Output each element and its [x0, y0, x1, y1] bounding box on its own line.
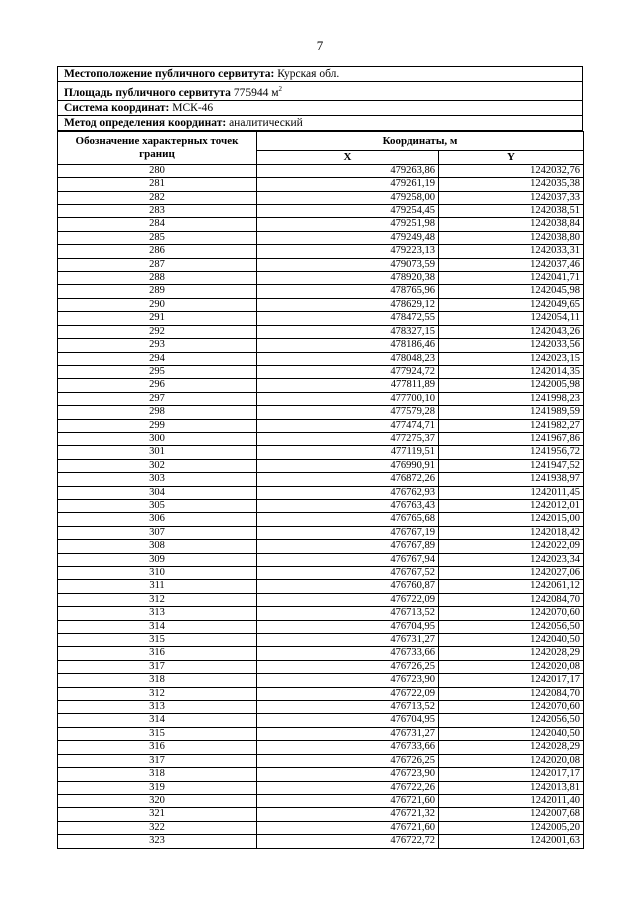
y-coordinate-cell: 1242056,50: [439, 714, 584, 727]
table-row: [58, 406, 584, 419]
y-coordinate-cell: 1242041,71: [439, 272, 584, 285]
x-coordinate-cell: 476704,95: [257, 714, 439, 727]
table-row: [58, 620, 584, 633]
x-coordinate-cell: 476723,90: [257, 674, 439, 687]
y-coordinate-cell: 1242017,17: [439, 768, 584, 781]
table-row: [58, 365, 584, 378]
y-coordinate-cell: 1242056,50: [439, 620, 584, 633]
table-row: [58, 674, 584, 687]
point-number-cell: 291: [58, 312, 257, 325]
table-row: [58, 339, 584, 352]
y-coordinate-cell: 1242049,65: [439, 298, 584, 311]
x-coordinate-cell: 476731,27: [257, 634, 439, 647]
x-coordinate-cell: 476990,91: [257, 459, 439, 472]
y-coordinate-cell: 1242023,34: [439, 553, 584, 566]
table-row: [58, 191, 584, 204]
point-number-cell: 292: [58, 325, 257, 338]
table-row: [58, 714, 584, 727]
table-row: [58, 325, 584, 338]
point-number-cell: 284: [58, 218, 257, 231]
x-coordinate-cell: 476723,90: [257, 768, 439, 781]
table-row: [58, 218, 584, 231]
table-row: [58, 312, 584, 325]
y-coordinate-cell: 1241947,52: [439, 459, 584, 472]
location-row: [58, 67, 583, 82]
coordinates-table: [57, 131, 584, 849]
table-row: [58, 781, 584, 794]
x-coordinate-cell: 476704,95: [257, 620, 439, 633]
method-value: аналитический: [229, 116, 303, 129]
table-row: [58, 432, 584, 445]
x-coordinate-cell: 476726,25: [257, 660, 439, 673]
servitude-document: [57, 66, 583, 849]
y-coordinate-cell: 1242033,56: [439, 339, 584, 352]
point-number-cell: 307: [58, 526, 257, 539]
x-coordinate-cell: 479263,86: [257, 164, 439, 177]
x-coordinate-cell: 476767,94: [257, 553, 439, 566]
area-label: Площадь публичного сервитута: [64, 86, 231, 99]
x-coordinate-cell: 476731,27: [257, 727, 439, 740]
point-number-cell: 299: [58, 419, 257, 432]
table-row: [58, 634, 584, 647]
x-coordinate-cell: 476726,25: [257, 754, 439, 767]
y-coordinate-cell: 1242014,35: [439, 365, 584, 378]
table-row: [58, 205, 584, 218]
table-row: [58, 794, 584, 807]
x-coordinate-cell: 476722,72: [257, 835, 439, 848]
x-coordinate-cell: 479254,45: [257, 205, 439, 218]
x-coordinate-cell: 477811,89: [257, 379, 439, 392]
y-coordinate-cell: 1242027,06: [439, 567, 584, 580]
point-number-cell: 317: [58, 660, 257, 673]
y-coordinate-cell: 1242018,42: [439, 526, 584, 539]
table-row: [58, 647, 584, 660]
y-coordinate-cell: 1242028,29: [439, 647, 584, 660]
y-coordinate-cell: 1242020,08: [439, 660, 584, 673]
y-coordinate-cell: 1242017,17: [439, 674, 584, 687]
point-number-cell: 318: [58, 768, 257, 781]
table-row: [58, 593, 584, 606]
y-coordinate-cell: 1242028,29: [439, 741, 584, 754]
x-coordinate-cell: 479223,13: [257, 245, 439, 258]
x-coordinate-cell: 476721,60: [257, 794, 439, 807]
table-row: [58, 285, 584, 298]
table-row: [58, 768, 584, 781]
point-number-cell: 301: [58, 446, 257, 459]
y-coordinate-cell: 1241989,59: [439, 406, 584, 419]
y-coordinate-cell: 1241967,86: [439, 432, 584, 445]
area-cell: [58, 82, 583, 101]
x-coordinate-cell: 476767,19: [257, 526, 439, 539]
point-number-cell: 300: [58, 432, 257, 445]
x-coordinate-cell: 476722,09: [257, 687, 439, 700]
method-label: Метод определения координат:: [64, 116, 227, 129]
point-number-cell: 302: [58, 459, 257, 472]
y-coordinate-cell: 1242040,50: [439, 634, 584, 647]
table-row: [58, 164, 584, 177]
y-coordinate-cell: 1242045,98: [439, 285, 584, 298]
table-row: [58, 540, 584, 553]
point-number-cell: 314: [58, 620, 257, 633]
y-coordinate-cell: 1242043,26: [439, 325, 584, 338]
area-value: 775944: [233, 86, 269, 99]
table-row: [58, 352, 584, 365]
y-coordinate-cell: 1242070,60: [439, 701, 584, 714]
point-number-cell: 322: [58, 821, 257, 834]
x-coordinate-cell: 478765,96: [257, 285, 439, 298]
point-number-cell: 319: [58, 781, 257, 794]
y-coordinate-cell: 1242038,80: [439, 231, 584, 244]
x-coordinate-cell: 476713,52: [257, 701, 439, 714]
area-unit: м: [271, 86, 279, 99]
point-number-cell: 286: [58, 245, 257, 258]
x-coordinate-cell: 476733,66: [257, 741, 439, 754]
y-coordinate-cell: 1242032,76: [439, 164, 584, 177]
location-value: Курская обл.: [277, 68, 340, 80]
table-row: [58, 835, 584, 848]
point-number-cell: 283: [58, 205, 257, 218]
x-coordinate-cell: 479261,19: [257, 178, 439, 191]
y-coordinate-cell: 1242020,08: [439, 754, 584, 767]
point-number-cell: 296: [58, 379, 257, 392]
y-coordinate-cell: 1242012,01: [439, 499, 584, 512]
table-row: [58, 741, 584, 754]
table-row: [58, 245, 584, 258]
table-row: [58, 459, 584, 472]
table-row: [58, 298, 584, 311]
table-row: [58, 446, 584, 459]
point-number-cell: 288: [58, 272, 257, 285]
x-coordinate-cell: 476721,60: [257, 821, 439, 834]
table-row: [58, 660, 584, 673]
point-number-cell: 289: [58, 285, 257, 298]
point-number-cell: 317: [58, 754, 257, 767]
point-number-cell: 320: [58, 794, 257, 807]
y-coordinate-cell: 1241938,97: [439, 473, 584, 486]
table-row: [58, 567, 584, 580]
points-header: Обозначение характерных точек границ: [58, 131, 257, 164]
point-number-cell: 305: [58, 499, 257, 512]
y-coordinate-cell: 1242037,46: [439, 258, 584, 271]
table-row: [58, 258, 584, 271]
point-number-cell: 311: [58, 580, 257, 593]
x-coordinate-cell: 477924,72: [257, 365, 439, 378]
y-coordinate-cell: 1242070,60: [439, 607, 584, 620]
y-coordinate-cell: 1242005,98: [439, 379, 584, 392]
table-row: [58, 272, 584, 285]
point-number-cell: 290: [58, 298, 257, 311]
point-number-cell: 281: [58, 178, 257, 191]
point-number-cell: 285: [58, 231, 257, 244]
y-coordinate-cell: 1242037,33: [439, 191, 584, 204]
y-coordinate-cell: 1242022,09: [439, 540, 584, 553]
x-coordinate-cell: 476767,89: [257, 540, 439, 553]
point-number-cell: 310: [58, 567, 257, 580]
servitude-info-table: [57, 66, 583, 131]
point-number-cell: 315: [58, 727, 257, 740]
x-coordinate-cell: 477700,10: [257, 392, 439, 405]
x-coordinate-cell: 476721,32: [257, 808, 439, 821]
area-unit-sup: 2: [278, 85, 282, 93]
point-number-cell: 313: [58, 607, 257, 620]
area-row: [58, 82, 583, 101]
table-row: [58, 687, 584, 700]
point-number-cell: 323: [58, 835, 257, 848]
point-number-cell: 293: [58, 339, 257, 352]
y-coordinate-cell: 1242011,40: [439, 794, 584, 807]
point-number-cell: 306: [58, 513, 257, 526]
y-coordinate-cell: 1242033,31: [439, 245, 584, 258]
x-coordinate-cell: 476872,26: [257, 473, 439, 486]
point-number-cell: 309: [58, 553, 257, 566]
x-header: X: [257, 150, 439, 164]
x-coordinate-cell: 478186,46: [257, 339, 439, 352]
table-row: [58, 553, 584, 566]
x-coordinate-cell: 478629,12: [257, 298, 439, 311]
y-coordinate-cell: 1242013,81: [439, 781, 584, 794]
coord-system-value: МСК-46: [172, 101, 214, 114]
x-coordinate-cell: 477579,28: [257, 406, 439, 419]
x-coordinate-cell: 476722,09: [257, 593, 439, 606]
y-coordinate-cell: 1242040,50: [439, 727, 584, 740]
point-number-cell: 298: [58, 406, 257, 419]
y-coordinate-cell: 1242084,70: [439, 687, 584, 700]
table-row: [58, 701, 584, 714]
y-coordinate-cell: 1242011,45: [439, 486, 584, 499]
x-coordinate-cell: 476760,87: [257, 580, 439, 593]
point-number-cell: 316: [58, 647, 257, 660]
y-coordinate-cell: 1242005,20: [439, 821, 584, 834]
table-row: [58, 231, 584, 244]
point-number-cell: 308: [58, 540, 257, 553]
coordinates-body: [58, 164, 584, 848]
y-coordinate-cell: 1242001,63: [439, 835, 584, 848]
x-coordinate-cell: 476763,43: [257, 499, 439, 512]
x-coordinate-cell: 477119,51: [257, 446, 439, 459]
point-number-cell: 282: [58, 191, 257, 204]
y-coordinate-cell: 1242054,11: [439, 312, 584, 325]
table-row: [58, 473, 584, 486]
table-row: [58, 580, 584, 593]
x-coordinate-cell: 479249,48: [257, 231, 439, 244]
x-coordinate-cell: 478472,55: [257, 312, 439, 325]
x-coordinate-cell: 476765,68: [257, 513, 439, 526]
point-number-cell: 303: [58, 473, 257, 486]
table-row: [58, 513, 584, 526]
table-row: [58, 808, 584, 821]
y-coordinate-cell: 1241998,23: [439, 392, 584, 405]
y-coordinate-cell: 1242023,15: [439, 352, 584, 365]
y-coordinate-cell: 1242038,51: [439, 205, 584, 218]
x-coordinate-cell: 476722,26: [257, 781, 439, 794]
method-cell: [58, 115, 583, 130]
x-coordinate-cell: 478048,23: [257, 352, 439, 365]
y-coordinate-cell: 1242007,68: [439, 808, 584, 821]
table-row: [58, 178, 584, 191]
x-coordinate-cell: 478920,38: [257, 272, 439, 285]
location-cell: [58, 67, 583, 82]
point-number-cell: 312: [58, 593, 257, 606]
x-coordinate-cell: 476767,52: [257, 567, 439, 580]
x-coordinate-cell: 477275,37: [257, 432, 439, 445]
page-number: 7: [316, 38, 324, 53]
x-coordinate-cell: 479258,00: [257, 191, 439, 204]
y-coordinate-cell: 1242084,70: [439, 593, 584, 606]
point-number-cell: 314: [58, 714, 257, 727]
y-coordinate-cell: 1242035,38: [439, 178, 584, 191]
y-coordinate-cell: 1241982,27: [439, 419, 584, 432]
method-row: [58, 115, 583, 130]
point-number-cell: 304: [58, 486, 257, 499]
table-row: [58, 607, 584, 620]
location-label: Местоположение публичного сервитута:: [64, 68, 275, 80]
point-number-cell: 295: [58, 365, 257, 378]
x-coordinate-cell: 479073,59: [257, 258, 439, 271]
table-row: [58, 499, 584, 512]
table-row: [58, 486, 584, 499]
point-number-cell: 280: [58, 164, 257, 177]
x-coordinate-cell: 476762,93: [257, 486, 439, 499]
table-row: [58, 379, 584, 392]
table-row: [58, 419, 584, 432]
point-number-cell: 287: [58, 258, 257, 271]
table-row: [58, 754, 584, 767]
table-row: [58, 727, 584, 740]
point-number-cell: 312: [58, 687, 257, 700]
table-row: [58, 821, 584, 834]
table-row: [58, 526, 584, 539]
y-coordinate-cell: 1242038,84: [439, 218, 584, 231]
y-header: Y: [439, 150, 584, 164]
coord-system-cell: [58, 100, 583, 115]
x-coordinate-cell: 476733,66: [257, 647, 439, 660]
x-coordinate-cell: 477474,71: [257, 419, 439, 432]
y-coordinate-cell: 1242061,12: [439, 580, 584, 593]
point-number-cell: 297: [58, 392, 257, 405]
point-number-cell: 294: [58, 352, 257, 365]
coord-system-row: [58, 100, 583, 115]
table-row: [58, 392, 584, 405]
point-number-cell: 321: [58, 808, 257, 821]
point-number-cell: 318: [58, 674, 257, 687]
point-number-cell: 316: [58, 741, 257, 754]
coord-system-label: Система координат:: [64, 101, 170, 114]
x-coordinate-cell: 479251,98: [257, 218, 439, 231]
y-coordinate-cell: 1242015,00: [439, 513, 584, 526]
point-number-cell: 315: [58, 634, 257, 647]
x-coordinate-cell: 478327,15: [257, 325, 439, 338]
coords-header: Координаты, м: [257, 131, 584, 150]
x-coordinate-cell: 476713,52: [257, 607, 439, 620]
point-number-cell: 313: [58, 701, 257, 714]
y-coordinate-cell: 1241956,72: [439, 446, 584, 459]
